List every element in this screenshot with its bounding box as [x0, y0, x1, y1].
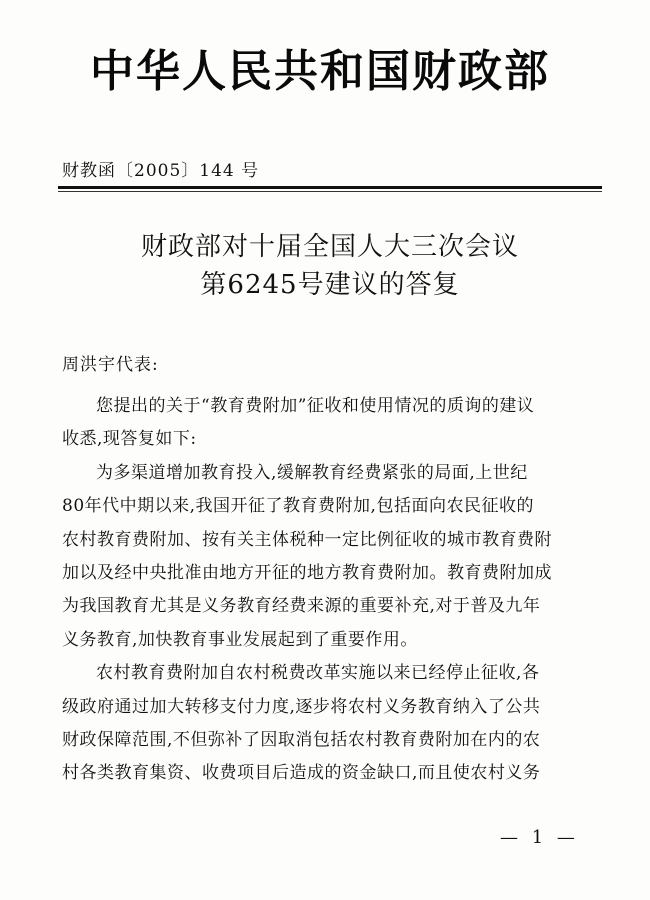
masthead-rule-thick [58, 186, 602, 189]
document-title [60, 228, 600, 304]
page-number: — 1 — [500, 827, 579, 848]
paragraph-2-line: 为多渠道增加教育投入,缓解教育经费紧张的局面,上世纪 [96, 462, 528, 483]
paragraph-3-line: 财政保障范围,不但弥补了因取消包括农村教育费附加在内的农 [62, 729, 541, 750]
masthead-rule-thin [58, 191, 602, 192]
paragraph-2-line: 加以及经中央批准由地方开征的地方教育费附加。教育费附加成 [62, 562, 552, 583]
paragraph-2-line: 为我国教育尤其是义务教育经费来源的重要补充,对于普及九年 [62, 596, 541, 617]
body-text [62, 390, 602, 791]
document-number: 财教函〔2005〕144 号 [62, 161, 260, 181]
paragraph-1-line: 您提出的关于“教育费附加”征收和使用情况的质询的建议 [96, 396, 535, 416]
paragraph-3-line: 农村教育费附加自农村税费改革实施以来已经停止征收,各 [96, 663, 540, 684]
paragraph-3-line: 村各类教育集资、收费项目后造成的资金缺口,而且使农村义务 [62, 763, 541, 784]
title-line-1: 财政部对十届全国人大三次会议 [140, 232, 519, 262]
paragraph-3-line: 级政府通过加大转移支付力度,逐步将农村义务教育纳入了公共 [62, 696, 541, 717]
paragraph-1-line: 收悉,现答复如下: [62, 429, 197, 450]
salutation: 周洪宇代表: [62, 355, 159, 375]
paragraph-2-line: 农村教育费附加、按有关主体税种一定比例征收的城市教育费附 [62, 529, 552, 550]
paragraph-2-line: 80年代中期以来,我国开征了教育费附加,包括面向农民征收的 [62, 496, 534, 517]
title-line-2: 第6245号建议的答复 [200, 270, 460, 300]
masthead: 中华人民共和国财政部 [90, 46, 550, 97]
paragraph-2-line: 义务教育,加快教育事业发展起到了重要作用。 [62, 629, 418, 650]
